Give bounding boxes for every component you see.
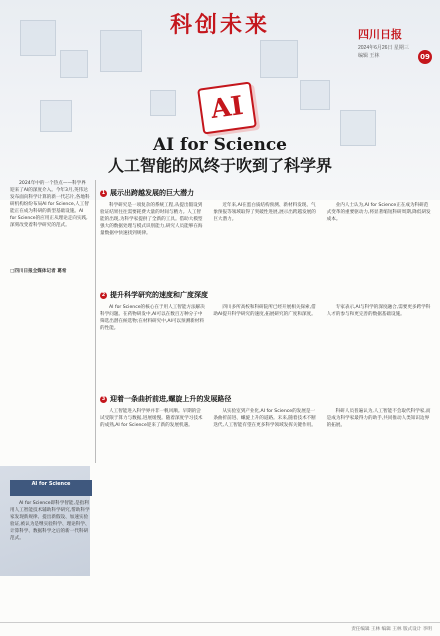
decorative-cube [60,50,88,78]
article-paragraph: 业内人士认为,AI for Science正在成为科研范式变革的重要驱动力,将显著缩短科研周期,降低研发成本。 [326,203,431,222]
ai-emblem-icon: AI [197,81,257,134]
section-number-icon: 2 [101,291,106,298]
article-paragraph: 专家表示,AI与科学的深度融合,需要更多跨学科人才的参与和更完善的数据基础设施。 [326,305,431,317]
headline-line-2: 人工智能的风终于吹到了科学界 [108,156,333,175]
article-paragraph: 科研人员普遍认为,人工智能不会取代科学家,而是成为科学家最得力的助手,共同推动人类知识边界的拓展。 [326,409,431,428]
section-1 [100,188,432,237]
section-heading: 3 迎着一条曲折前进,螺旋上升的发展路径 [101,394,232,403]
footer-credits: 责任编辑 王林 编辑 王林 版式设计 李明 [351,627,432,632]
section-title: 科创未来 [170,12,271,38]
section-number-icon: 3 [101,395,106,402]
decorative-cube [20,20,56,56]
article-paragraph: 从实验室到产业化,AI for Science的发展是一条曲折前进、螺旋上升的道路。未来,随着技术不断迭代,人工智能有望在更多科学领域发挥关键作用。 [213,409,316,428]
article-paragraph: AI for Science的核心在于用人工智能方法解决科学问题。在药物研发中,AI可以在数百万种分子中筛选出潜在候选物;在材料研究中,AI可以预测新材料的性能。 [100,305,205,331]
article-paragraph: 四川多所高校和科研院所已经开展相关探索,借助AI提升科学研究的速度,拓展研究的广度和深度。 [213,305,316,317]
sidebar-caption: AI for Science [10,480,92,496]
section-heading: 1 展示出跨越发展的巨大潜力 [101,188,194,197]
page-footer [0,622,440,636]
headline [108,135,332,176]
section-2 [100,290,432,332]
decorative-cube [340,110,376,146]
decorative-cube [260,40,298,78]
section-heading: 2 提升科学研究的速度和广度深度 [101,290,208,299]
editor-line: 编辑 王林 [358,53,380,59]
headline-line-1: AI for Science [152,135,288,155]
section-3 [100,394,432,429]
issue-date: 2024年6月26日 星期三 [358,45,409,51]
decorative-cube [300,80,330,110]
decorative-cube [40,100,72,132]
decorative-cube [100,30,142,72]
section-number-icon: 1 [101,189,106,196]
lead-paragraph: 2024年中的一个热点——科学界迎来了AI的深度介入。今年3月,英伟达发布面向科学计算的新一代芯片,各地科研机构纷纷布局AI for Science,人工智能正在成为科研的新型基础设施。AI for Science的应用正从理论走向实践,深刻改变着科学研究的范式。 [10,181,90,228]
decorative-cube [150,90,176,116]
article-paragraph: 科学研究是一项复杂的系统工程,从提出假设到验证结果往往需要耗费大量的时间与精力。人工智能的出现,为科学家提供了全新的工具。借助大模型强大的数据处理与模式识别能力,研究人员能够在海量数据中快速找到规律。 [100,203,203,236]
column-divider [95,180,96,463]
article-paragraph: 人工智能进入科学界并非一帆风顺。早期的尝试受限于算力与数据,进展缓慢。随着深度学习技术的成熟,AI for Science迎来了新的发展机遇。 [100,409,203,428]
paper-name: 四川日报 [358,28,402,41]
byline: □四川日报全媒体记者 葛希 [10,269,67,274]
article-paragraph: 近年来,AI在蛋白质结构预测、新材料发现、气象预报等领域取得了突破性进展,展示出跨越发展的巨大潜力。 [213,203,316,222]
page-number-badge: 09 [418,50,432,64]
sidebar-text: AI for Science即科学智能,是指利用人工智能技术辅助科学研究,帮助科学家发现新规律、提出新假设、加速实验验证,被认为是继实验科学、理论科学、计算科学、数据科学之后的新一代科研范式。 [10,501,90,541]
